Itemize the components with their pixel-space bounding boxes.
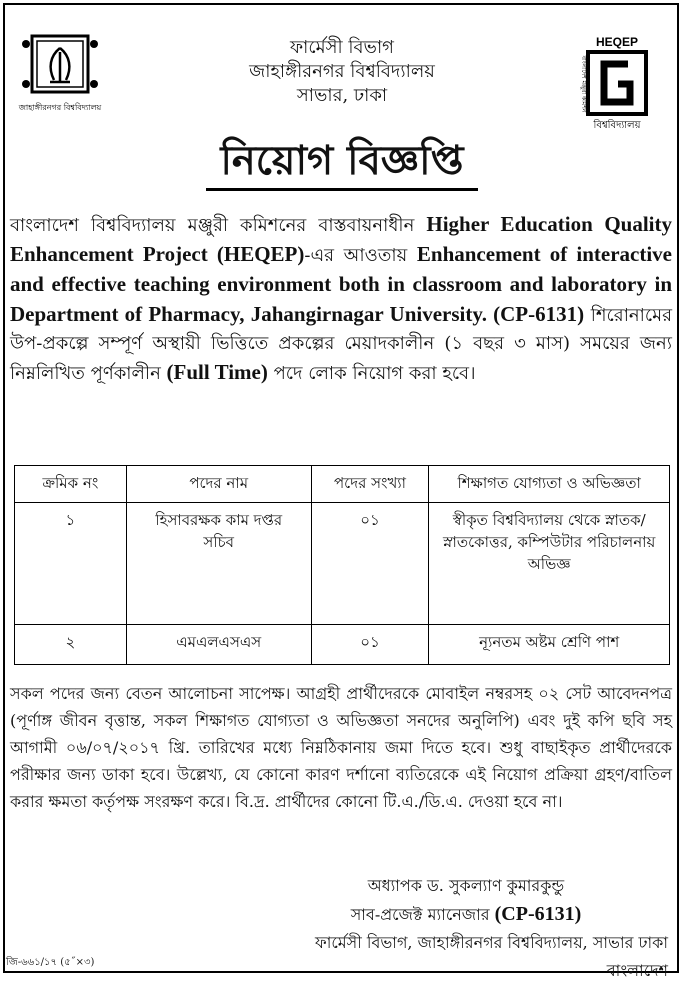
project-code: (CP-6131) — [494, 903, 582, 925]
signatory-role-line — [258, 900, 674, 929]
intro-text-1: বাংলাদেশ বিশ্ববিদ্যালয় মঞ্জুরী কমিশনের বাস্তবায়নাধীন — [10, 215, 427, 236]
table-row — [15, 625, 670, 665]
cell-post-name: এমএলএসএস — [126, 625, 311, 665]
cell-post-name: হিসাবরক্ষক কাম দপ্তর সচিব — [126, 503, 311, 625]
table-row — [15, 503, 670, 625]
instructions-paragraph: সকল পদের জন্য বেতন আলোচনা সাপেক্ষ। আগ্রহী প্রার্থীদেরকে মোবাইল নম্বরসহ ০২ সেট আবেদনপত্র (পূর্ণাঙ্গ জীবন বৃত্তান্ত, সকল শিক্ষাগত যোগ্যতা ও অভিজ্ঞতা সনদের অনুলিপি) এবং দুই কপি ছবি সহ আগামী ০৬/০৭/২০১৭ খ্রি. তারিখের মধ্যে নিম্নঠিকানায় জমা দিতে হবে। শুধু বাছাইকৃত প্রার্থীদেরকে পরীক্ষার জন্য ডাকা হবে। উল্লেখ্য, যে কোনো কারণ দর্শানো ব্যতিরেকে এই নিয়োগ প্রক্রিয়া গ্রহণ/বাতিল করার ক্ষমতা কর্তৃপক্ষ সংরক্ষণ করে। বি.দ্র. প্রার্থীদের কোনো টি.এ./ডি.এ. দেওয়া হবে না। — [10, 684, 672, 811]
svg-text:বাংলাদেশ মঞ্জুরী কমিশন: বাংলাদেশ মঞ্জুরী কমিশন — [580, 55, 587, 113]
full-time-label: (Full Time) — [166, 360, 268, 384]
department-name: ফার্মেসী বিভাগ — [290, 37, 394, 58]
svg-text:বিশ্ববিদ্যালয়: বিশ্ববিদ্যালয় — [593, 120, 641, 131]
heqep-logo — [574, 34, 660, 134]
project-name: Higher Education Quality Enhancement Project (HEQEP) — [10, 212, 673, 266]
reference-number: জি-৬৬১/১৭ (৫˝×৩) — [6, 957, 95, 968]
intro-text-3: শিরোনামের উপ-প্রকল্পে সম্পূর্ণ অস্থায়ী ভিত্তিতে প্রকল্পের মেয়াদকালীন (১ বছর ৩ মাস) সময়ের জন্য নিম্নলিখিত পূর্ণকালীন — [10, 305, 673, 384]
signatory-role: সাব-প্রজেক্ট ম্যানেজার — [350, 905, 495, 924]
jahangirnagar-university-logo — [14, 34, 106, 120]
header-post-count: পদের সংখ্যা — [311, 466, 429, 503]
cell-serial: ১ — [15, 503, 127, 625]
title-container — [0, 136, 684, 191]
cell-serial: ২ — [15, 625, 127, 665]
signature-block — [258, 872, 674, 985]
positions-table — [14, 465, 670, 665]
header-qualification: শিক্ষাগত যোগ্যতা ও অভিজ্ঞতা — [429, 466, 670, 503]
notice-title: নিয়োগ বিজ্ঞপ্তি — [206, 136, 477, 191]
signatory-address: ফার্মেসী বিভাগ, জাহাঙ্গীরনগর বিশ্ববিদ্যালয়, সাভার ঢাকা বাংলাদেশ — [315, 933, 668, 980]
header-post-name: পদের নাম — [126, 466, 311, 503]
cell-qualification: ন্যূনতম অষ্টম শ্রেণি পাশ — [429, 625, 670, 665]
table-header-row — [15, 466, 670, 503]
intro-text-2: -এর আওতায় — [304, 245, 417, 266]
header — [150, 36, 534, 108]
subproject-name: Enhancement of interactive and effective teaching environment both in classroom and laboratory in Department of Pharmacy, Jahangirnagar University. (CP-6131) — [10, 242, 672, 326]
cell-post-count: ০১ — [311, 625, 429, 665]
signatory-name: অধ্যাপক ড. সুকল্যাণ কুমারকুন্ডু — [367, 876, 565, 895]
intro-paragraph — [10, 210, 672, 388]
svg-text:জাহাঙ্গীরনগর বিশ্ববিদ্যালয়: জাহাঙ্গীরনগর বিশ্ববিদ্যালয় — [18, 103, 102, 112]
svg-text:HEQEP: HEQEP — [595, 35, 639, 49]
header-serial: ক্রমিক নং — [15, 466, 127, 503]
cell-qualification: স্বীকৃত বিশ্ববিদ্যালয় থেকে স্নাতক/স্নাতকোত্তর, কম্পিউটার পরিচালনায় অভিজ্ঞ — [429, 503, 670, 625]
location: সাভার, ঢাকা — [296, 85, 388, 106]
cell-post-count: ০১ — [311, 503, 429, 625]
university-name: জাহাঙ্গীরনগর বিশ্ববিদ্যালয় — [249, 61, 435, 82]
intro-text-4: পদে লোক নিয়োগ করা হবে। — [267, 363, 476, 384]
